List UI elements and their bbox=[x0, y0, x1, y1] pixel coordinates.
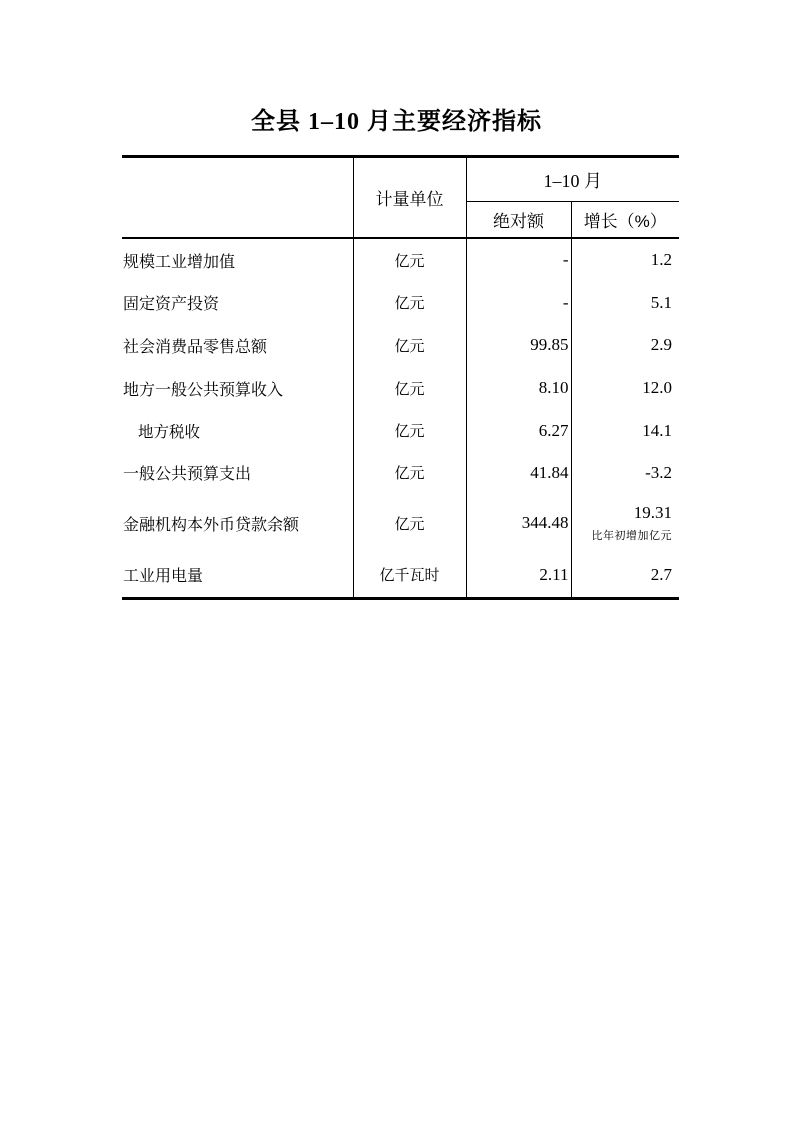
growth-value: 5.1 bbox=[650, 292, 672, 312]
growth-value: 12.0 bbox=[642, 378, 672, 397]
growth-value: 19.31 bbox=[633, 503, 672, 523]
header-growth: 增长（%） bbox=[571, 202, 679, 238]
indicator-unit: 亿元 bbox=[353, 238, 466, 282]
header-row-period bbox=[122, 157, 679, 202]
indicator-name: 金融机构本外币贷款余额 bbox=[122, 494, 353, 553]
growth-cell bbox=[571, 494, 679, 553]
indicator-name: 固定资产投资 bbox=[122, 282, 353, 324]
absolute-value: 344.48 bbox=[466, 494, 571, 553]
indicator-unit: 亿千瓦时 bbox=[353, 553, 466, 599]
absolute-value: - bbox=[466, 238, 571, 282]
absolute-value: 2.11 bbox=[466, 553, 571, 599]
absolute-value: 6.27 bbox=[466, 410, 571, 452]
absolute-value: 8.10 bbox=[466, 367, 571, 410]
indicator-name: 社会消费品零售总额 bbox=[122, 324, 353, 367]
indicator-unit: 亿元 bbox=[353, 324, 466, 367]
indicator-name: 规模工业增加值 bbox=[122, 238, 353, 282]
growth-value: 2.7 bbox=[650, 564, 672, 584]
growth-value: -3.2 bbox=[645, 462, 672, 482]
page-title: 全县 1–10 月主要经济指标 bbox=[251, 109, 542, 135]
header-indicator-blank bbox=[122, 157, 353, 238]
header-period: 1–10 月 bbox=[466, 157, 679, 202]
growth-value: 1.2 bbox=[650, 250, 672, 269]
table-row bbox=[122, 410, 679, 452]
indicator-name: 工业用电量 bbox=[122, 553, 353, 599]
indicator-unit: 亿元 bbox=[353, 410, 466, 452]
growth-note: 比年初增加亿元 bbox=[591, 529, 672, 542]
indicator-unit: 亿元 bbox=[353, 452, 466, 494]
indicators-table bbox=[122, 155, 679, 600]
table-row bbox=[122, 282, 679, 324]
header-unit: 计量单位 bbox=[353, 157, 466, 238]
indicator-unit: 亿元 bbox=[353, 494, 466, 553]
absolute-value: 99.85 bbox=[466, 324, 571, 367]
table-row bbox=[122, 367, 679, 410]
table-row bbox=[122, 494, 679, 553]
indicator-unit: 亿元 bbox=[353, 367, 466, 410]
growth-value: 2.9 bbox=[650, 335, 672, 354]
absolute-value: - bbox=[466, 282, 571, 324]
header-absolute: 绝对额 bbox=[466, 202, 571, 238]
indicator-unit: 亿元 bbox=[353, 282, 466, 324]
table-row bbox=[122, 452, 679, 494]
growth-value: 14.1 bbox=[642, 420, 672, 440]
indicator-name: 一般公共预算支出 bbox=[122, 452, 353, 494]
table-row bbox=[122, 324, 679, 367]
table-row bbox=[122, 553, 679, 599]
indicator-name-sub: 地方税收 bbox=[122, 410, 353, 452]
indicator-name: 地方一般公共预算收入 bbox=[122, 367, 353, 410]
table-row bbox=[122, 238, 679, 282]
absolute-value: 41.84 bbox=[466, 452, 571, 494]
